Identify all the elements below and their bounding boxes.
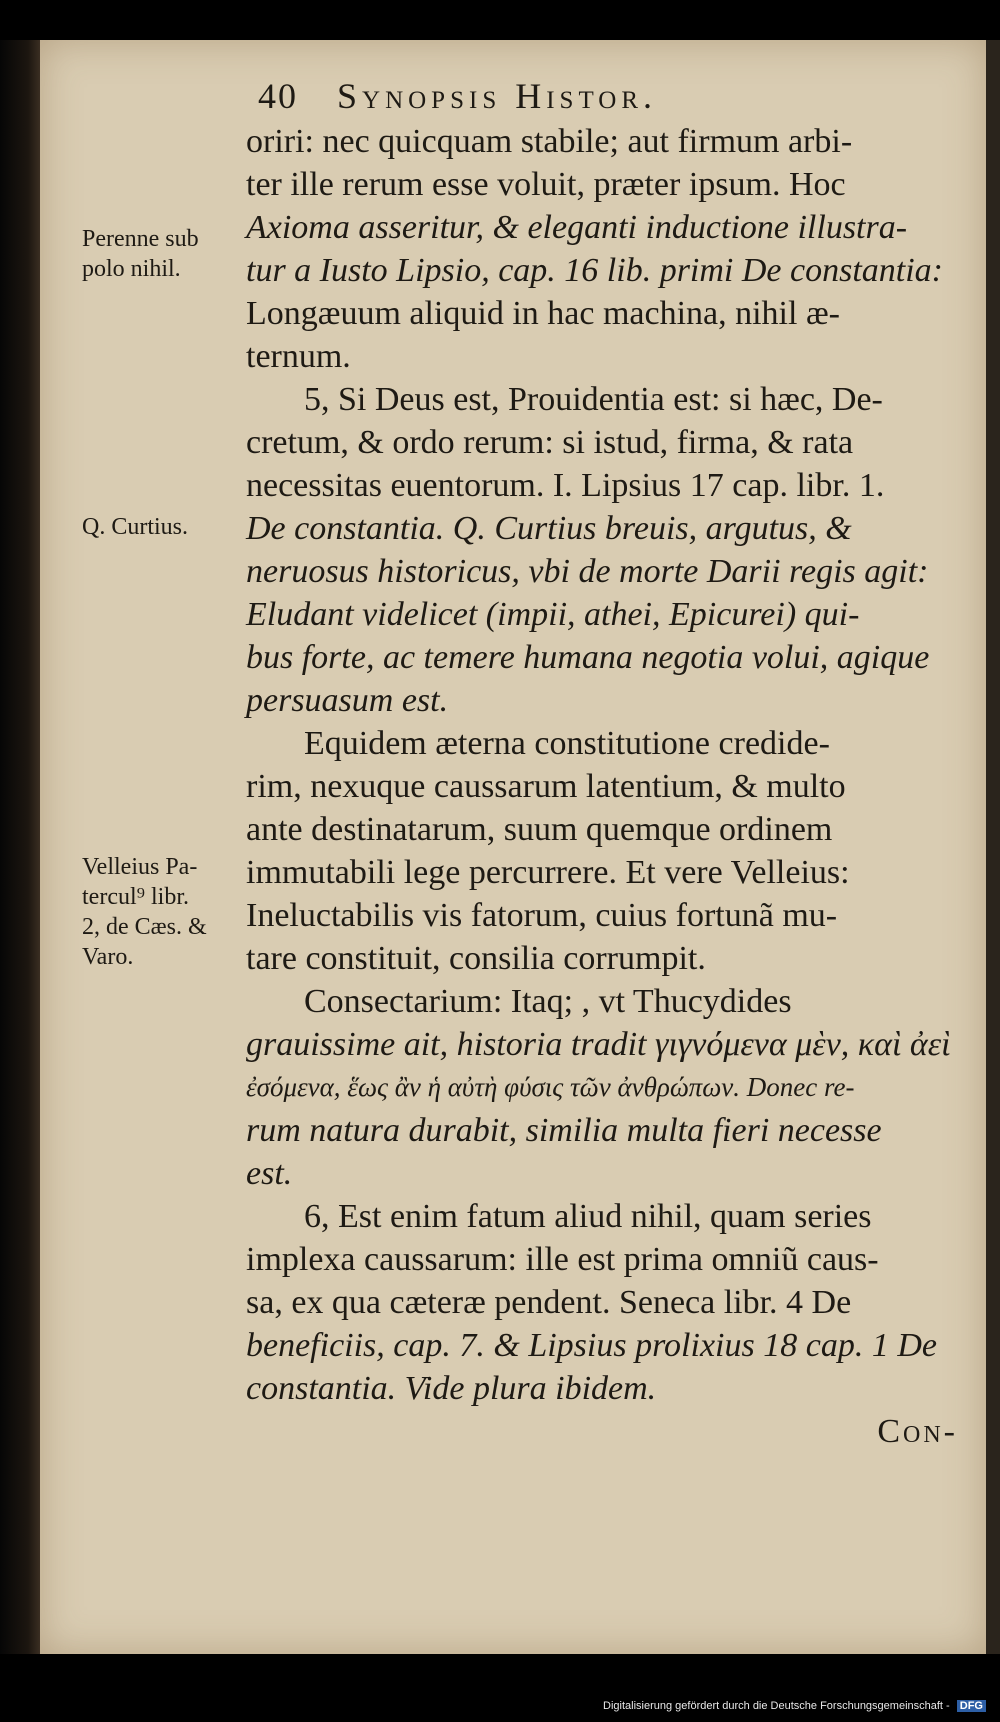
text-line: De constantia. Q. Curtius breuis, argutus, & xyxy=(246,510,852,547)
page-edge xyxy=(986,40,1000,1654)
text-line: grauissime ait, historia tradit γιγνόμενα μὲν, καὶ ἀεὶ xyxy=(246,1026,951,1063)
text-line: 6, Est enim fatum aliud nihil, quam series xyxy=(304,1198,872,1235)
margin-note-velleius: Velleius Pa- tercul⁹ libr. 2, de Cæs. & Varo. xyxy=(82,854,207,970)
text-line: Consectarium: Itaq; , vt Thucydides xyxy=(304,983,792,1020)
credit-text: Digitalisierung gefördert durch die Deutsche Forschungsgemeinschaft - xyxy=(603,1700,950,1712)
text-line: neruosus historicus, vbi de morte Darii regis agit: xyxy=(246,553,929,590)
text-line: necessitas euentorum. I. Lipsius 17 cap. libr. 1. xyxy=(246,467,885,504)
text-line: ter ille rerum esse voluit, præter ipsum. Hoc xyxy=(246,166,846,203)
text-line: 5, Si Deus est, Prouidentia est: si hæc, De- xyxy=(304,381,883,418)
catchword: Con- xyxy=(877,1413,958,1450)
text-line: Eludant videlicet (impii, athei, Epicurei) qui- xyxy=(246,596,860,633)
margin-note-curtius: Q. Curtius. xyxy=(82,514,189,540)
text-line: immutabili lege percurrere. Et vere Velleius: xyxy=(246,854,850,891)
running-header xyxy=(258,72,958,120)
dfg-logo: DFG xyxy=(957,1700,986,1712)
text-line: cretum, & ordo rerum: si istud, firma, & rata xyxy=(246,424,854,461)
page-number: 40 xyxy=(258,76,298,116)
digitization-credit xyxy=(603,1700,986,1712)
text-line: rim, nexuque caussarum latentium, & multo xyxy=(246,768,846,805)
text-line: beneficiis, cap. 7. & Lipsius prolixius 18 cap. 1 De xyxy=(246,1327,937,1364)
running-title: Synopsis Histor. xyxy=(337,76,657,116)
margin-note-perenne: Perenne sub polo nihil. xyxy=(82,226,199,282)
text-line: Longæuum aliquid in hac machina, nihil æ- xyxy=(246,295,840,332)
text-line: Equidem æterna constitutione credide- xyxy=(304,725,830,762)
body-text xyxy=(246,120,958,1453)
text-line: ἐσόμενα, ἕως ἂν ἡ αὐτὴ φύσις τῶν ἀνθρώπων. Donec re- xyxy=(246,1072,855,1102)
text-line: rum natura durabit, similia multa fieri necesse xyxy=(246,1112,882,1149)
text-line: sa, ex qua cæteræ pendent. Seneca libr. 4 De xyxy=(246,1284,852,1321)
text-line: ante destinatarum, suum quemque ordinem xyxy=(246,811,833,848)
text-line: tare constituit, consilia corrumpit. xyxy=(246,940,706,977)
text-line: oriri: nec quicquam stabile; aut firmum arbi- xyxy=(246,123,853,160)
text-line: tur a Iusto Lipsio, cap. 16 lib. primi De constantia: xyxy=(246,252,943,289)
text-line: est. xyxy=(246,1155,293,1192)
text-line: implexa caussarum: ille est prima omniũ caus- xyxy=(246,1241,879,1278)
text-line: persuasum est. xyxy=(246,682,449,719)
text-line: Axioma asseritur, & eleganti inductione illustra- xyxy=(246,209,908,246)
text-line: constantia. Vide plura ibidem. xyxy=(246,1370,657,1407)
text-line: bus forte, ac temere humana negotia volui, agique xyxy=(246,639,930,676)
text-line: ternum. xyxy=(246,338,351,375)
book-spine-shadow xyxy=(0,40,40,1654)
text-line: Ineluctabilis vis fatorum, cuius fortunã mu- xyxy=(246,897,838,934)
